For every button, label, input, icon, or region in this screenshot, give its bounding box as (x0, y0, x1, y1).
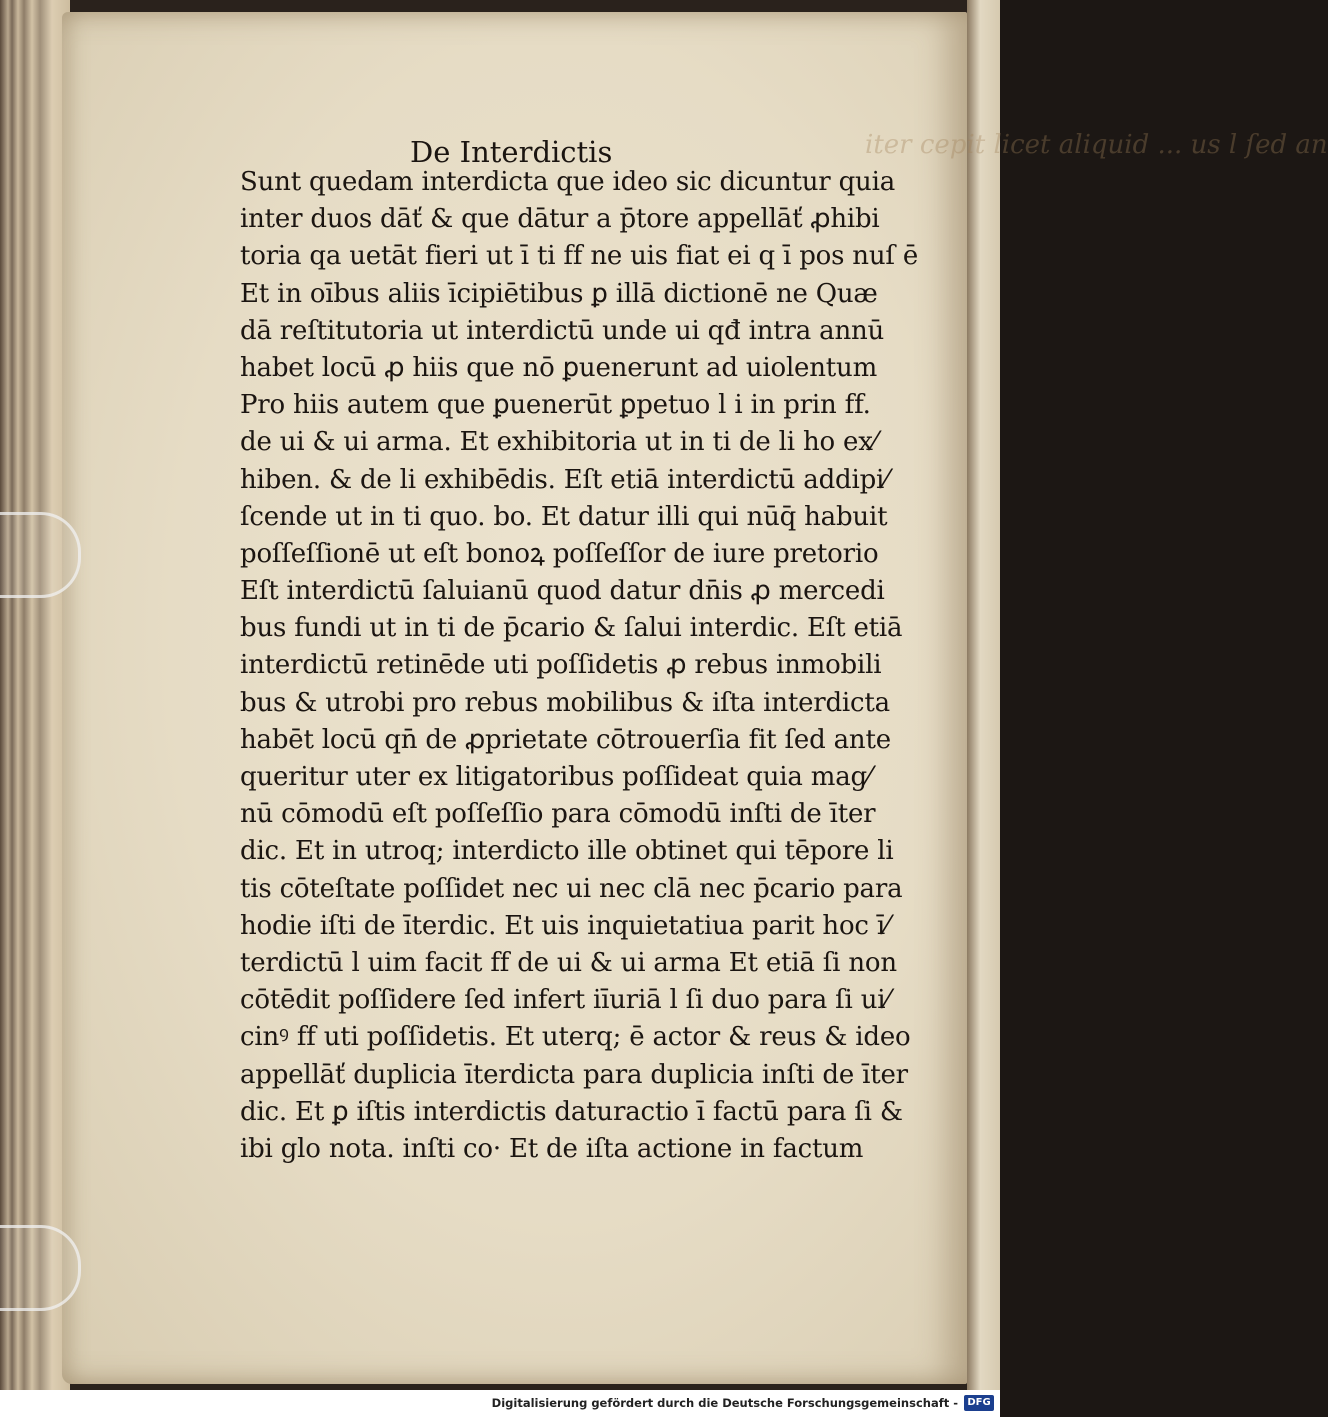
text-line: dic. Et ꝑ iſtis interdictis daturactio ī factū para ſi & (240, 1096, 903, 1127)
facing-page-fragment: iter cepit licet aliquid ... us l ſed an (865, 130, 1328, 160)
page-edges (0, 0, 70, 1390)
text-line: hodie iſti de īterdic. Et uis inquietatiua parit hoc ī⁄ (240, 910, 890, 941)
text-line: inter duos dāť & que dātur a p̄tore appellāť ꝓhibi (240, 204, 880, 235)
facing-page-edge (967, 0, 1000, 1390)
text-line: terdictū l uim facit ff de ui & ui arma Et etiā ſi non (240, 947, 897, 978)
text-line: Eſt interdictū ſaluianū quod datur dn̄is ꝓ mercedi (240, 576, 885, 607)
text-line: Et in oībus aliis īcipiētibus ꝑ illā dictionē ne Quæ (240, 278, 878, 309)
text-body (240, 164, 919, 1168)
text-line: habet locū ꝓ hiis que nō ꝑuenerunt ad uiolentum (240, 352, 878, 383)
dfg-logo-icon[interactable]: DFG (964, 1395, 994, 1411)
text-line: ibi glo nota. inſti co· Et de iſta actione in factum (240, 1133, 864, 1164)
text-line: toria qa uetāt fieri ut ī ti ff ne uis fiat ei q ī pos nuſ ē (240, 241, 919, 272)
text-line: dic. Et in utroq; interdicto ille obtinet qui tēpore li (240, 836, 894, 867)
text-line: cinꝰ ff uti poſſidetis. Et uterq; ē actor & reus & ideo (240, 1022, 911, 1053)
text-line: interdictū retinēde uti poſſidetis ꝓ rebus inmobili (240, 650, 882, 681)
text-line: Sunt quedam interdicta que ideo sic dicuntur quia (240, 167, 896, 197)
text-line: Pro hiis autem que ꝑuenerūt ꝑpetuo l i in prin ff. (240, 390, 871, 421)
text-line: dā reſtitutoria ut interdictū unde ui qđ intra annū (240, 315, 885, 346)
text-line: tis cōteſtate poſſidet nec ui nec clā nec p̄cario para (240, 873, 903, 904)
page-heading: De Interdictis (410, 135, 613, 169)
text-line: hiben. & de li exhibēdis. Eſt etiā interdictū addipi⁄ (240, 464, 889, 495)
book-clip-upper (0, 512, 81, 598)
footer-bar (0, 1390, 1000, 1417)
text-line: habēt locū qn̄ de ꝓprietate cōtrouerſia fit ſed ante (240, 724, 891, 755)
text-line: bus fundi ut in ti de p̄cario & ſalui interdic. Eſt etiā (240, 613, 903, 644)
text-line: queritur uter ex litigatoribus poſſideat quia mag⁄ (240, 762, 872, 792)
text-line: bus & utrobi pro rebus mobilibus & iſta interdicta (240, 687, 890, 718)
footer-credit: Digitalisierung gefördert durch die Deutsche Forschungsgemeinschaft - (491, 1396, 958, 1410)
text-line: de ui & ui arma. Et exhibitoria ut in ti de li ho ex⁄ (240, 427, 877, 458)
book-clip-lower (0, 1225, 81, 1311)
text-line: ſcende ut in ti quo. bo. Et datur illi qui nūq̄ habuit (240, 501, 888, 532)
text-line: appellāť duplicia īterdicta para duplicia inſti de īter (240, 1059, 908, 1090)
text-line: nū cōmodū eſt poſſeſſio para cōmodū inſti de īter (240, 799, 876, 830)
text-line: cōtēdit poſſidere ſed infert iīuriā l ſi duo para ſi ui⁄ (240, 985, 890, 1016)
text-line: poſſeſſionē ut eſt bonoꝝ poſſeſſor de iure pretorio (240, 538, 879, 569)
